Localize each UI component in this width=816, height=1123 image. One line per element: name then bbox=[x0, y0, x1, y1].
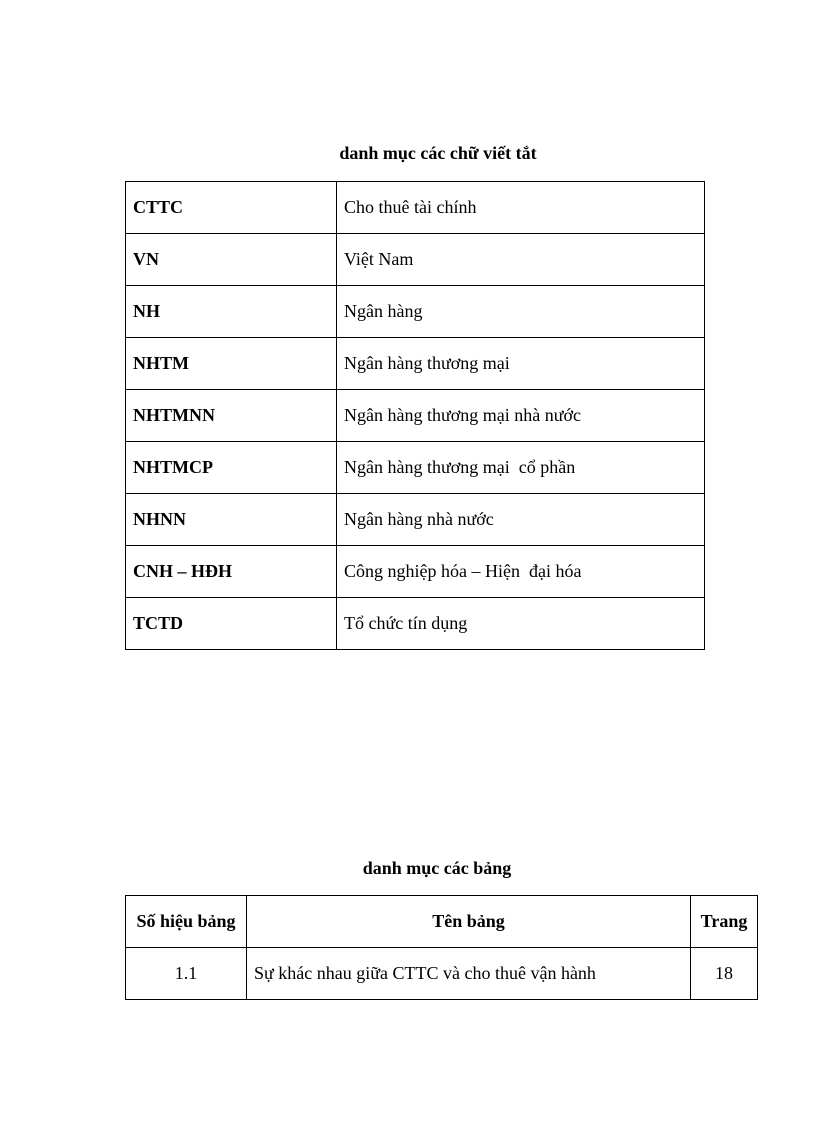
tables-list-table bbox=[125, 895, 758, 1000]
table-row bbox=[126, 286, 705, 338]
table-row bbox=[126, 598, 705, 650]
table-row bbox=[126, 234, 705, 286]
abbreviation-cell: NHNN bbox=[126, 494, 337, 546]
meaning-cell: Ngân hàng thương mại cổ phần bbox=[337, 442, 705, 494]
abbreviation-cell: NHTMNN bbox=[126, 390, 337, 442]
meaning-cell: Cho thuê tài chính bbox=[337, 182, 705, 234]
column-header-page: Trang bbox=[691, 896, 758, 948]
meaning-cell: Việt Nam bbox=[337, 234, 705, 286]
abbreviations-table bbox=[125, 181, 705, 650]
abbreviation-cell: CTTC bbox=[126, 182, 337, 234]
abbreviation-cell: TCTD bbox=[126, 598, 337, 650]
abbreviation-cell: VN bbox=[126, 234, 337, 286]
meaning-cell: Ngân hàng thương mại nhà nước bbox=[337, 390, 705, 442]
meaning-cell: Ngân hàng nhà nước bbox=[337, 494, 705, 546]
meaning-cell: Ngân hàng bbox=[337, 286, 705, 338]
table-row bbox=[126, 442, 705, 494]
meaning-cell: Ngân hàng thương mại bbox=[337, 338, 705, 390]
meaning-cell: Tổ chức tín dụng bbox=[337, 598, 705, 650]
column-header-name: Tên bảng bbox=[247, 896, 691, 948]
table-row bbox=[126, 494, 705, 546]
abbreviation-cell: CNH – HĐH bbox=[126, 546, 337, 598]
abbreviation-cell: NHTM bbox=[126, 338, 337, 390]
abbreviations-title: danh mục các chữ viết tắt bbox=[339, 143, 537, 163]
abbreviation-cell: NH bbox=[126, 286, 337, 338]
table-header-row bbox=[126, 896, 758, 948]
table-row bbox=[126, 546, 705, 598]
table-number-cell: 1.1 bbox=[126, 948, 247, 1000]
table-page-cell: 18 bbox=[691, 948, 758, 1000]
column-header-number: Số hiệu bảng bbox=[126, 896, 247, 948]
table-row bbox=[126, 390, 705, 442]
table-row bbox=[126, 948, 758, 1000]
abbreviation-cell: NHTMCP bbox=[126, 442, 337, 494]
table-row bbox=[126, 338, 705, 390]
tables-list-title: danh mục các bảng bbox=[362, 858, 512, 878]
table-name-cell: Sự khác nhau giữa CTTC và cho thuê vận hành bbox=[247, 948, 691, 1000]
meaning-cell: Công nghiệp hóa – Hiện đại hóa bbox=[337, 546, 705, 598]
table-row bbox=[126, 182, 705, 234]
